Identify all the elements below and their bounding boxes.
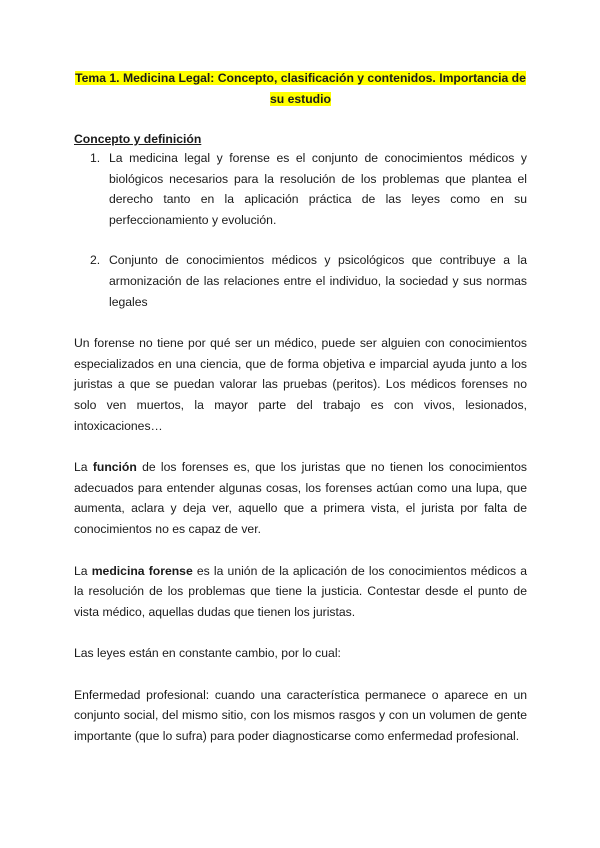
document-title-text: Tema 1. Medicina Legal: Concepto, clasificación y contenidos. Importancia de su estudio	[75, 71, 526, 106]
paragraph-medicina-forense	[74, 561, 527, 623]
paragraph-funcion-pre: La	[74, 460, 93, 475]
paragraph-medicina-pre: La	[74, 563, 92, 578]
list-item-text: La medicina legal y forense es el conjunto de conocimientos médicos y biológicos necesarios para la resolución de los problemas que plantea el derecho tanto en la aplicación práctica de las leyes como en su perfeccionamiento y evolución.	[109, 151, 527, 227]
document-title	[74, 68, 527, 110]
paragraph-medicina-bold: medicina forense	[91, 563, 193, 578]
section-heading: Concepto y definición	[74, 132, 202, 146]
paragraph-funcion-bold: función	[92, 460, 137, 475]
list-item	[74, 148, 527, 230]
paragraph-funcion	[74, 457, 527, 539]
list-item-text: Conjunto de conocimientos médicos y psicológicos que contribuye a la armonización de las relaciones entre el individuo, la sociedad y sus normas legales	[109, 253, 527, 309]
list-item-number: 1.	[90, 151, 101, 165]
list-item	[74, 250, 527, 312]
paragraph-leyes: Las leyes están en constante cambio, por lo cual:	[74, 646, 341, 661]
paragraph-medicina-post: es la unión de la aplicación de los conocimientos médicos a la resolución de los problemas que tiene la justicia. Contestar desde el punto de vista médico, aquellas dudas que tienen los juristas.	[74, 563, 527, 619]
paragraph-forense: Un forense no tiene por qué ser un médico, puede ser alguien con conocimientos especializados en una ciencia, que de forma objetiva e imparcial ayuda junto a los juristas a que se puedan valorar las pruebas (peritos). Los médicos forenses no solo ven muertos, la mayor parte del trabajo es con vivos, lesionados, intoxicaciones…	[74, 336, 527, 433]
list-item-number: 2.	[90, 253, 101, 268]
definitions-list	[74, 148, 527, 312]
paragraph-funcion-post: de los forenses es, que los juristas que no tienen los conocimientos adecuados para entender algunas cosas, los forenses actúan como una lupa, que aumenta, aclara y deja ver, aquello que a primera vista, el jurista por falta de conocimientos no es capaz de ver.	[74, 460, 527, 536]
paragraph-enfermedad: Enfermedad profesional: cuando una característica permanece o aparece en un conjunto social, del mismo sitio, con los mismos rasgos y con un volumen de gente importante (que lo sufra) para poder diagnosticarse como enfermedad profesional.	[74, 687, 527, 744]
